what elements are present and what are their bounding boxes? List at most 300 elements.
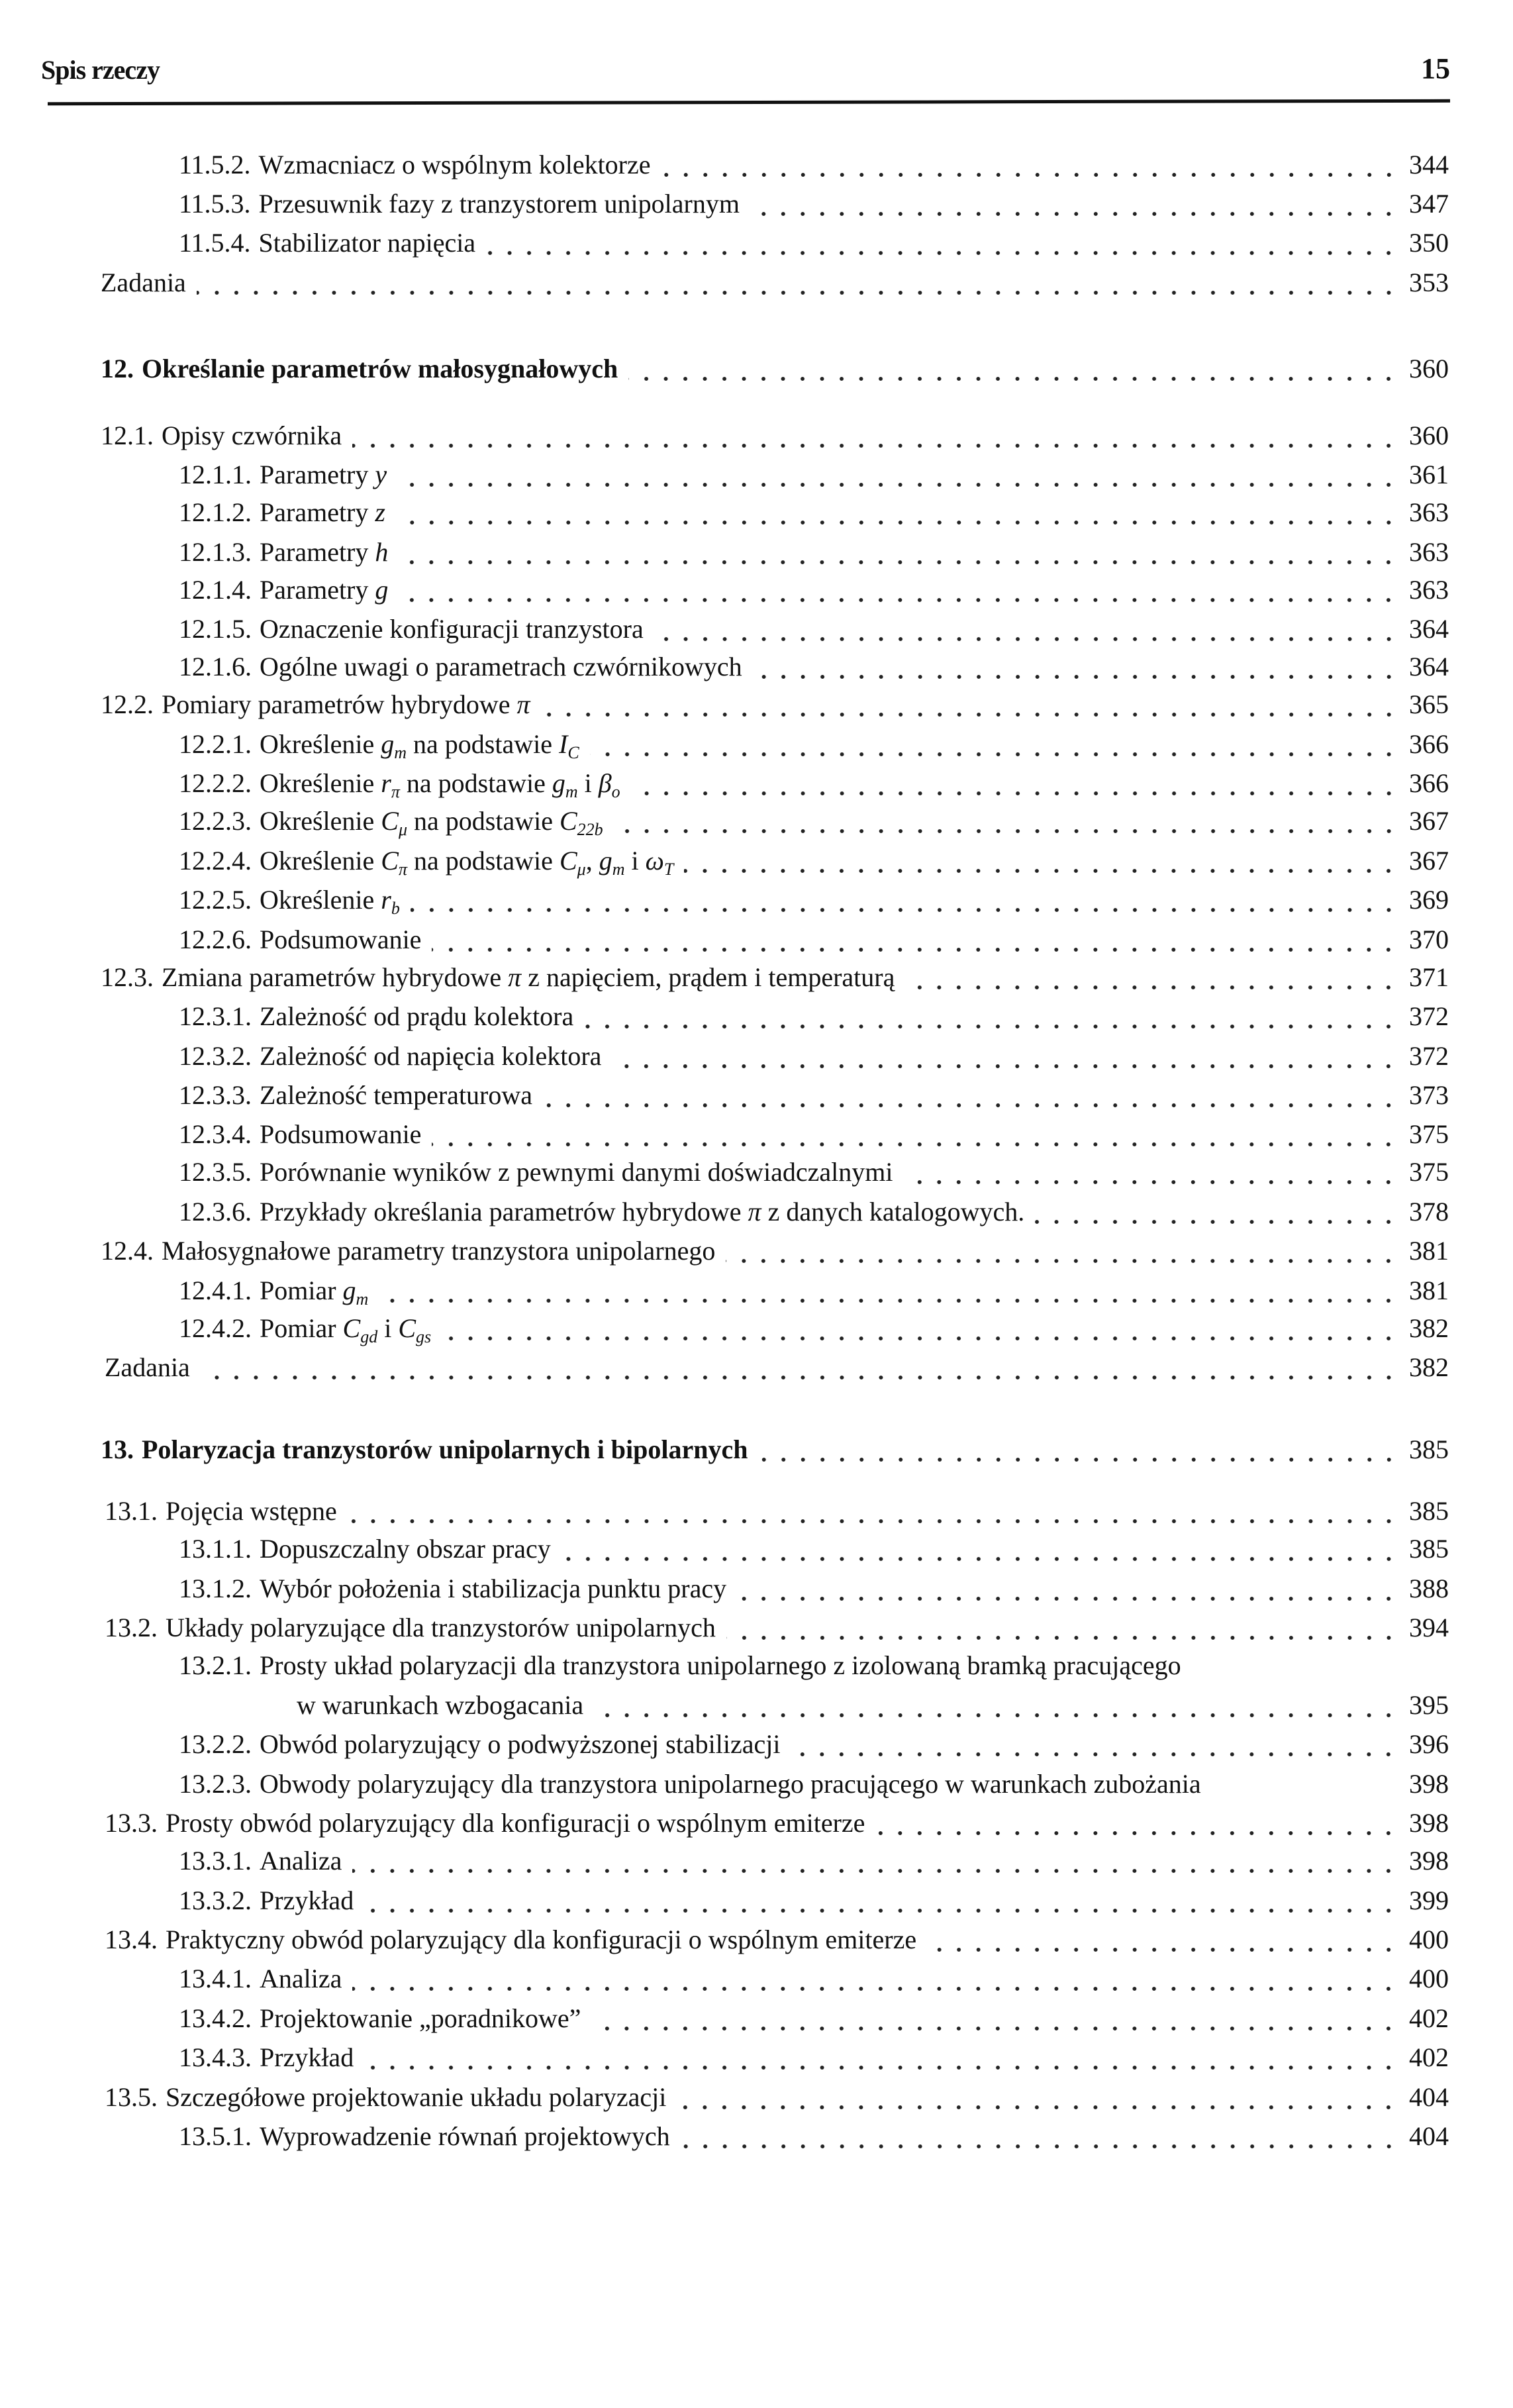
title-text: Stabilizator napięcia <box>258 228 476 258</box>
title-text: na podstawie <box>407 728 559 759</box>
entry-page-number: 395 <box>1409 1689 1449 1720</box>
math-base: π <box>516 689 530 720</box>
toc-entry[interactable] <box>179 728 1449 761</box>
entry-title <box>260 2041 354 2074</box>
title-text: Wzmacniacz o wspólnym kolektorze <box>258 149 651 179</box>
toc-entry[interactable] <box>179 767 1449 800</box>
toc-entry[interactable] <box>179 923 1449 956</box>
entry-number: 12.2.1. <box>179 728 252 759</box>
math-base: C <box>381 845 399 876</box>
title-text: Opisy czwórnika <box>162 420 342 450</box>
entry-page-number: 398 <box>1409 1768 1449 1799</box>
entry-number: 13.4.3. <box>179 2042 252 2073</box>
dot-leader <box>486 226 1398 260</box>
title-text: Określanie parametrów małosygnałowych <box>142 354 618 384</box>
entry-number: 13.1.2. <box>179 1573 252 1603</box>
math-symbol <box>381 768 400 802</box>
title-text: na podstawie <box>407 806 560 836</box>
math-subscript: m <box>612 859 625 879</box>
math-base: g <box>381 728 395 759</box>
title-text: Określenie <box>260 885 381 915</box>
math-subscript: o <box>611 782 620 802</box>
title-text: Małosygnałowe parametry tranzystora unipolarnego <box>162 1236 716 1266</box>
title-text: Parametry <box>260 497 375 528</box>
title-text: z napięciem, prądem i temperaturą <box>521 962 895 992</box>
dot-leader <box>442 1312 1398 1345</box>
entry-page-number: 385 <box>1409 1534 1449 1564</box>
math-base: π <box>508 962 522 992</box>
math-base: I <box>559 728 568 759</box>
entry-page-number: 360 <box>1409 420 1449 450</box>
entry-title <box>260 1040 601 1073</box>
math-base: C <box>381 806 399 836</box>
math-base: z <box>375 497 385 528</box>
entry-page-number: 396 <box>1409 1729 1449 1760</box>
title-text: Wyprowadzenie równań projektowych <box>260 2121 670 2151</box>
entry-page-number: 372 <box>1409 1040 1449 1071</box>
title-text: i <box>577 768 599 799</box>
dot-leader <box>432 923 1398 956</box>
entry-page-number: 367 <box>1409 845 1449 876</box>
entry-number: 13.2.2. <box>179 1729 252 1760</box>
entry-title <box>260 1572 726 1605</box>
toc-entry[interactable] <box>179 1000 1449 1033</box>
toc-entry[interactable] <box>179 1532 1449 1566</box>
entry-page-number: 347 <box>1409 189 1449 219</box>
dot-leader <box>726 1234 1398 1268</box>
title-text: Podsumowanie <box>260 924 422 954</box>
entry-page-number: 398 <box>1409 1807 1449 1838</box>
entry-number: 13.5. <box>105 2082 158 2112</box>
toc-entry[interactable] <box>179 1118 1449 1151</box>
entry-number: 12.4.1. <box>179 1275 252 1305</box>
entry-title <box>260 1195 1024 1229</box>
title-text: Prosty układ polaryzacji dla tranzystora unipolarnego z izolowaną bramką pracującego <box>260 1650 1181 1681</box>
toc-entry[interactable] <box>179 1312 1449 1345</box>
dot-leader <box>594 1689 1398 1722</box>
entry-title <box>260 1962 342 1995</box>
toc-entry[interactable] <box>179 1274 1449 1307</box>
title-text: Podsumowanie <box>260 1119 422 1150</box>
toc-entry[interactable] <box>105 1923 1449 1956</box>
entry-number: 12.2.2. <box>179 768 252 799</box>
toc-entry[interactable] <box>101 1433 1449 1466</box>
entry-page-number: 344 <box>1409 149 1449 179</box>
entry-page-number: 402 <box>1409 2003 1449 2033</box>
title-text: Projektowanie „poradnikowe” <box>260 2003 581 2033</box>
math-subscript: π <box>398 859 407 879</box>
entry-number: 12.1.3. <box>179 536 252 567</box>
math-subscript: m <box>565 782 578 802</box>
entry-page-number: 361 <box>1409 460 1449 490</box>
toc-entry[interactable] <box>105 1351 1449 1384</box>
dot-leader <box>1035 1195 1398 1229</box>
title-text: Prosty obwód polaryzujący dla konfiguracji o wspólnym emiterze <box>166 1807 865 1838</box>
math-subscript: gd <box>360 1327 378 1346</box>
math-base: h <box>375 536 389 567</box>
toc-entry[interactable] <box>179 2120 1449 2153</box>
math-base: g <box>599 845 612 876</box>
entry-page-number: 366 <box>1409 728 1449 759</box>
entry-page-number: 402 <box>1409 2042 1449 2073</box>
math-subscript: m <box>394 742 407 762</box>
title-text: Przykład <box>260 1885 354 1915</box>
entry-page-number: 364 <box>1409 652 1449 682</box>
dot-leader <box>399 536 1398 569</box>
toc-entry[interactable] <box>101 688 1449 721</box>
dot-leader <box>628 352 1398 385</box>
title-text: Zadania <box>101 267 186 297</box>
math-base: C <box>559 845 577 876</box>
math-subscript: 22b <box>577 820 603 840</box>
entry-number: 11.5.2. <box>179 149 251 179</box>
toc-entry[interactable] <box>179 187 1449 221</box>
entry-page-number: 382 <box>1409 1313 1449 1343</box>
toc-entry[interactable] <box>297 1689 1449 1722</box>
dot-leader <box>379 1274 1398 1307</box>
entry-title <box>260 1079 532 1112</box>
math-symbol <box>342 1313 378 1346</box>
title-text: Obwody polaryzujący dla tranzystora unipolarnego pracującego w warunkach zubożania <box>260 1768 1201 1799</box>
toc-entry[interactable] <box>179 2002 1449 2035</box>
entry-page-number: 378 <box>1409 1196 1449 1227</box>
toc-entry[interactable] <box>105 1495 1449 1528</box>
title-text: Praktyczny obwód polaryzujący dla konfiguracji o wspólnym emiterze <box>166 1924 917 1954</box>
toc-entry[interactable] <box>179 883 1449 917</box>
entry-number: 12.3.5. <box>179 1157 252 1187</box>
dot-leader <box>591 2002 1398 2035</box>
dot-leader <box>927 1923 1398 1956</box>
title-text: Pomiary parametrów hybrydowe <box>162 689 517 720</box>
dot-leader <box>197 266 1398 299</box>
entry-title <box>166 2081 666 2114</box>
title-text: Zależność od napięcia kolektora <box>260 1040 602 1071</box>
entry-page-number: 363 <box>1409 497 1449 528</box>
entry-title <box>162 961 895 994</box>
toc-entry[interactable] <box>179 536 1449 569</box>
entry-page-number: 363 <box>1409 536 1449 567</box>
title-text: Analiza <box>260 1846 342 1876</box>
toc-entry[interactable] <box>179 805 1449 838</box>
math-base: g <box>342 1275 356 1305</box>
entry-number: 12.2.4. <box>179 845 252 876</box>
entry-page-number: 398 <box>1409 1846 1449 1876</box>
entry-number: 12.1. <box>101 420 154 450</box>
dot-leader <box>903 1156 1398 1189</box>
dot-leader <box>432 1118 1398 1151</box>
title-text: z danych katalogowych. <box>761 1196 1025 1227</box>
entry-title <box>260 1118 421 1151</box>
entry-page-number: 371 <box>1409 962 1449 992</box>
dot-leader <box>396 496 1398 529</box>
entry-page-number: 399 <box>1409 1885 1449 1915</box>
entry-title <box>260 1649 1181 1682</box>
title-text: Polaryzacja tranzystorów unipolarnych i bipolarnych <box>142 1434 748 1464</box>
title-text: Przesuwnik fazy z tranzystorem unipolarnym <box>258 189 740 219</box>
entry-number: 12.3.2. <box>179 1040 252 1071</box>
toc-entry[interactable] <box>179 1649 1449 1682</box>
math-subscript: π <box>391 782 400 802</box>
entry-title <box>260 613 644 646</box>
math-base: π <box>748 1196 761 1227</box>
entry-title <box>162 1234 715 1268</box>
toc-entry[interactable] <box>179 613 1449 646</box>
entry-number: 13.1.1. <box>179 1534 252 1564</box>
header-rule <box>48 99 1450 105</box>
entry-number: 12. <box>101 354 134 384</box>
entry-title <box>260 1884 354 1917</box>
toc-entry[interactable] <box>101 961 1449 994</box>
math-subscript: C <box>567 742 579 762</box>
entry-page-number: 375 <box>1409 1119 1449 1150</box>
dot-leader <box>759 1433 1398 1466</box>
entry-page-number: 382 <box>1409 1352 1449 1383</box>
dot-leader <box>737 1572 1398 1605</box>
title-text: Oznaczenie konfiguracji tranzystora <box>260 614 644 644</box>
entry-page-number: 370 <box>1409 924 1449 954</box>
toc-entry[interactable] <box>179 458 1449 491</box>
toc-entry[interactable] <box>179 1079 1449 1112</box>
entry-title <box>260 883 400 917</box>
entry-title <box>259 148 651 181</box>
title-text: Określenie <box>260 728 381 759</box>
dot-leader <box>875 1807 1398 1840</box>
dot-leader <box>543 1079 1398 1112</box>
title-text: Wybór położenia i stabilizacja punktu pracy <box>260 1573 727 1603</box>
dot-leader <box>348 1495 1398 1528</box>
entry-title <box>166 1495 337 1528</box>
entry-title <box>260 1156 893 1189</box>
dot-leader <box>753 650 1398 683</box>
entry-number: 12.3.1. <box>179 1001 252 1032</box>
dot-leader <box>905 961 1398 994</box>
toc-entry[interactable] <box>179 1040 1449 1073</box>
entry-number: 13.3.1. <box>179 1846 252 1876</box>
entry-page-number: 404 <box>1409 2121 1449 2151</box>
entry-title <box>101 266 186 299</box>
toc-entry[interactable] <box>179 574 1449 607</box>
math-subscript: μ <box>398 820 408 840</box>
entry-number: 12.1.6. <box>179 652 252 682</box>
entry-number: 12.4.2. <box>179 1313 252 1343</box>
toc-entry[interactable] <box>179 226 1449 260</box>
dot-leader <box>661 148 1398 181</box>
toc-entry[interactable] <box>105 1611 1449 1644</box>
toc-entry[interactable] <box>179 1195 1449 1229</box>
title-text: Ogólne uwagi o parametrach czwórnikowych <box>260 652 742 682</box>
math-subscript: m <box>356 1289 369 1309</box>
math-symbol <box>342 1275 369 1309</box>
entry-title <box>260 574 388 607</box>
title-text: Pomiar <box>260 1275 343 1305</box>
math-symbol <box>375 575 388 605</box>
math-symbol <box>599 845 625 879</box>
title-text: Porównanie wyników z pewnymi danymi doświadczalnymi <box>260 1157 893 1187</box>
toc-entry[interactable] <box>179 148 1449 181</box>
entry-title <box>260 496 385 529</box>
title-text: Analiza <box>260 1964 342 1994</box>
dot-leader <box>399 574 1398 607</box>
entry-number: 12.4. <box>101 1236 154 1266</box>
math-symbol <box>559 845 586 879</box>
toc-entry[interactable] <box>179 1768 1449 1801</box>
toc-entry[interactable] <box>179 1962 1449 1995</box>
dot-leader <box>681 2120 1398 2153</box>
entry-page-number: 363 <box>1409 574 1449 605</box>
toc-entry[interactable] <box>101 266 1449 299</box>
entry-number: 12.3.6. <box>179 1196 252 1227</box>
math-base: g <box>375 574 389 605</box>
math-base: r <box>381 768 391 799</box>
math-base: C <box>559 806 577 836</box>
entry-number: 13.1. <box>105 1496 158 1527</box>
entry-page-number: 350 <box>1409 228 1449 258</box>
math-subscript: gs <box>416 1327 432 1346</box>
entry-title <box>260 536 388 569</box>
entry-number: 13.4. <box>105 1924 158 1954</box>
toc-entry[interactable] <box>179 650 1449 683</box>
entry-title <box>162 419 342 452</box>
dot-leader <box>364 1884 1398 1917</box>
entry-page-number: 367 <box>1409 806 1449 836</box>
math-subscript: b <box>391 899 400 919</box>
title-text: na podstawie <box>407 845 560 876</box>
entry-title <box>260 805 603 838</box>
math-symbol <box>381 728 407 762</box>
toc-entry[interactable] <box>179 1572 1449 1605</box>
math-symbol <box>552 768 578 802</box>
dot-leader <box>201 1351 1398 1384</box>
toc-entry[interactable] <box>179 1156 1449 1189</box>
dot-leader <box>352 1962 1398 1995</box>
math-subscript: T <box>663 859 674 879</box>
title-text: i <box>377 1313 399 1343</box>
math-base: ω <box>645 845 664 876</box>
entry-title <box>162 688 530 721</box>
entry-number: 12.1.5. <box>179 614 252 644</box>
entry-number: 13.3.2. <box>179 1885 252 1915</box>
dot-leader <box>654 613 1398 646</box>
math-symbol <box>398 1313 432 1346</box>
title-text: Parametry <box>260 574 375 605</box>
entry-title <box>259 226 476 260</box>
toc-entry[interactable] <box>105 2081 1449 2114</box>
entry-title <box>297 1689 583 1722</box>
title-text: Zależność od prądu kolektora <box>260 1001 574 1032</box>
math-base: C <box>398 1313 416 1343</box>
entry-page-number: 369 <box>1409 885 1449 915</box>
entry-title <box>260 2002 581 2035</box>
toc-entry[interactable] <box>179 1844 1449 1878</box>
title-text: Parametry <box>260 536 375 567</box>
math-symbol <box>375 537 388 567</box>
dot-leader <box>364 2041 1398 2074</box>
entry-number: 12.2. <box>101 689 154 720</box>
dot-leader <box>684 844 1398 878</box>
math-symbol <box>375 460 387 489</box>
entry-number: 13. <box>101 1434 134 1464</box>
title-text: Obwód polaryzujący o podwyższonej stabilizacji <box>260 1729 781 1760</box>
entry-page-number: 365 <box>1409 689 1449 720</box>
toc-entry[interactable] <box>105 1807 1449 1840</box>
toc-entry[interactable] <box>179 496 1449 529</box>
entry-title <box>166 1611 716 1644</box>
math-base: C <box>342 1313 361 1343</box>
dot-leader <box>612 1040 1398 1073</box>
toc-entry[interactable] <box>179 844 1449 878</box>
entry-page-number: 394 <box>1409 1613 1449 1643</box>
entry-page-number: 388 <box>1409 1573 1449 1603</box>
toc-entry[interactable] <box>101 352 1449 385</box>
entry-title <box>260 650 742 683</box>
math-base: g <box>552 768 565 799</box>
toc-entry[interactable] <box>179 1884 1449 1917</box>
title-text: Określenie <box>260 845 381 876</box>
entry-title <box>260 1000 573 1033</box>
dot-leader <box>411 883 1398 917</box>
math-symbol <box>598 768 620 802</box>
math-symbol <box>381 806 408 840</box>
entry-title <box>260 458 387 491</box>
entry-page-number: 353 <box>1409 267 1449 297</box>
entry-title <box>166 1923 916 1956</box>
entry-number: 12.3.3. <box>179 1079 252 1110</box>
entry-title <box>166 1807 865 1840</box>
entry-title <box>142 352 618 385</box>
entry-title <box>260 844 673 878</box>
entry-title <box>260 1274 368 1307</box>
math-symbol <box>748 1197 761 1227</box>
entry-page-number: 385 <box>1409 1496 1449 1527</box>
dot-leader <box>541 688 1398 721</box>
toc-entry[interactable] <box>101 1234 1449 1268</box>
title-text: Pomiar <box>260 1313 343 1343</box>
dot-leader <box>726 1611 1398 1644</box>
dot-leader <box>677 2081 1398 2114</box>
title-text: Określenie <box>260 806 381 836</box>
entry-title <box>142 1433 748 1466</box>
entry-page-number: 381 <box>1409 1275 1449 1305</box>
math-symbol <box>381 845 407 879</box>
entry-number: 12.1.2. <box>179 497 252 528</box>
entry-number: 11.5.3. <box>179 189 251 219</box>
dot-leader <box>352 1844 1398 1878</box>
dot-leader <box>791 1728 1398 1761</box>
title-text: i <box>624 845 646 876</box>
entry-title <box>260 1312 431 1345</box>
title-text: Szczegółowe projektowanie układu polaryzacji <box>166 2082 667 2112</box>
entry-number: 13.4.2. <box>179 2003 252 2033</box>
entry-page-number: 366 <box>1409 768 1449 799</box>
math-symbol <box>559 806 603 840</box>
title-text: Zadania <box>105 1352 190 1383</box>
math-base: β <box>598 768 612 799</box>
dot-leader <box>397 458 1398 491</box>
entry-number: 13.3. <box>105 1807 158 1838</box>
toc-entry[interactable] <box>101 419 1449 452</box>
dot-leader <box>561 1532 1398 1566</box>
title-text: na podstawie <box>399 768 552 799</box>
title-text: Przykłady określania parametrów hybrydowe <box>260 1196 748 1227</box>
entry-number: 13.2.1. <box>179 1650 252 1681</box>
entry-number: 13.5.1. <box>179 2121 252 2151</box>
entry-title <box>105 1351 190 1384</box>
toc-entry[interactable] <box>179 2041 1449 2074</box>
entry-number: 12.3.4. <box>179 1119 252 1150</box>
toc-entry[interactable] <box>179 1728 1449 1761</box>
dot-leader <box>584 1000 1398 1033</box>
entry-number: 12.2.5. <box>179 885 252 915</box>
